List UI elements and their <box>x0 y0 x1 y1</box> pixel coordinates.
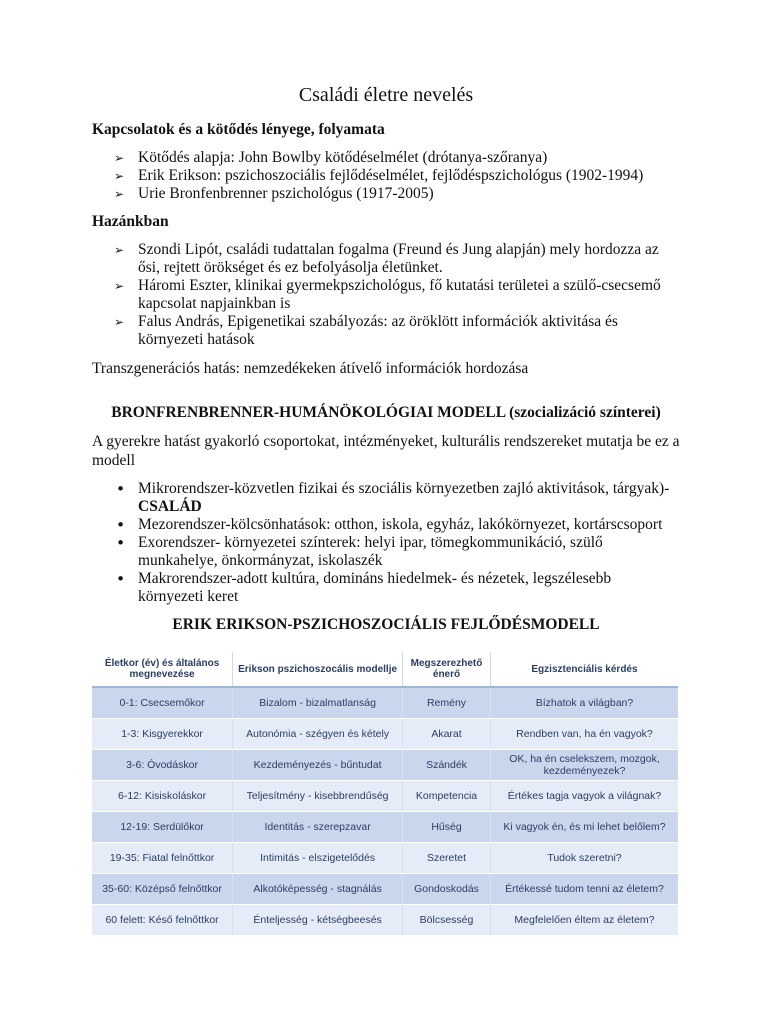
table-row: 19-35: Fiatal felnőttkor Intimitás - elszigetelődés Szeretet Tudok szeretni? <box>92 843 678 874</box>
list-item: ➢ Szondi Lipót, családi tudattalan fogalma (Freund és Jung alapján) mely hordozza az ősi, rejtett örökséget és ez befolyásolja életünket. <box>114 241 659 276</box>
col-header-model: Erikson pszichoszocális modellje <box>233 652 403 687</box>
bronfenbrenner-intro: A gyerekre hatást gyakorló csoportokat, intézményeket, kulturális rendszereket mutatja be ez a modell <box>92 433 680 469</box>
list-item: ➢ Kötődés alapja: John Bowlby kötődéselmélet (drótanya-szőranya) <box>114 149 548 166</box>
table-row: 3-6: Óvodáskor Kezdeményezés - bűntudat Szándék OK, ha én cselekszem, mozgok, kezdeményezek? <box>92 750 678 781</box>
erikson-heading: ERIK ERIKSON-PSZICHOSZOCIÁLIS FEJLŐDÉSMODELL <box>172 616 600 633</box>
table-header-row <box>92 652 678 687</box>
arrow-bullet-icon: ➢ <box>114 315 125 329</box>
col-header-age: Életkor (év) és általános megnevezése <box>92 652 233 687</box>
attachment-list <box>92 149 680 203</box>
table-row: 60 felett: Késő felnőttkor Énteljesség - kétségbeesés Bölcsesség Megfelelően éltem az életem? <box>92 905 678 936</box>
transgenerational-note: Transzgenerációs hatás: nemzedékeken átívelő információk hordozása <box>92 360 529 377</box>
bronfenbrenner-list <box>92 480 680 606</box>
list-item: ➢ Háromi Eszter, klinikai gyermekpszichológus, fő kutatási területei a szülő-csecsemő kapcsolat napjainkban is <box>114 277 661 312</box>
list-item: ➢ Urie Bronfenbrenner pszichológus (1917-2005) <box>114 185 434 202</box>
arrow-bullet-icon: ➢ <box>114 169 125 183</box>
bullet-icon: • <box>116 534 126 552</box>
col-header-question: Egzisztenciális kérdés <box>490 652 678 687</box>
bullet-icon: • <box>116 480 126 498</box>
section-heading-attachment: Kapcsolatok és a kötődés lényege, folyamata <box>92 121 385 138</box>
table-row: 35-60: Középső felnőttkor Alkotóképesség - stagnálás Gondoskodás Értékessé tudom tenni az életem? <box>92 874 678 905</box>
arrow-bullet-icon: ➢ <box>114 243 125 257</box>
table-row: 1-3: Kisgyerekkor Autonómia - szégyen és kétely Akarat Rendben van, ha én vagyok? <box>92 719 678 750</box>
col-header-strength: Megszerezhető énerő <box>403 652 491 687</box>
arrow-bullet-icon: ➢ <box>114 151 125 165</box>
bullet-icon: • <box>116 570 126 588</box>
document-page <box>92 84 680 644</box>
page-title: Családi életre nevelés <box>298 84 474 106</box>
table-row: 6-12: Kisiskoláskor Teljesítmény - kisebbrendűség Kompetencia Értékes tagja vagyok a világnak? <box>92 781 678 812</box>
erikson-table <box>92 652 678 936</box>
table-row: 0-1: Csecsemőkor Bizalom - bizalmatlanság Remény Bízhatok a világban? <box>92 687 678 719</box>
arrow-bullet-icon: ➢ <box>114 187 125 201</box>
list-item: • Makrorendszer-adott kultúra, domináns hiedelmek- és nézetek, legszélesebb környezeti keret <box>116 570 612 605</box>
section-heading-hungary: Hazánkban <box>92 213 169 230</box>
table-row: 12-19: Serdülőkor Identitás - szerepzavar Hűség Ki vagyok én, és mi lehet belőlem? <box>92 812 678 843</box>
list-item: • Mikrorendszer-közvetlen fizikai és szociális környezetben zajló aktivitások, tárgyak)- CSALÁD <box>116 480 670 515</box>
list-item: • Exorendszer- környezetei színterek: helyi ipar, tömegkommunikáció, szülő munkahelye, önkormányzat, iskolaszék <box>116 534 603 569</box>
list-item: ➢ Erik Erikson: pszichoszociális fejlődéselmélet, fejlődéspszichológus (1902-1994) <box>114 167 644 184</box>
bronfenbrenner-heading: BRONFRENBRENNER-HUMÁNÖKOLÓGIAI MODELL (szocializáció színterei) <box>111 404 661 421</box>
hungary-list <box>92 241 680 349</box>
arrow-bullet-icon: ➢ <box>114 279 125 293</box>
list-item: • Mezorendszer-kölcsönhatások: otthon, iskola, egyház, lakókörnyezet, kortárscsoport <box>116 516 663 534</box>
list-item: ➢ Falus András, Epigenetikai szabályozás: az öröklött információk aktivitása és környezeti hatások <box>114 313 618 348</box>
bullet-icon: • <box>116 516 126 534</box>
